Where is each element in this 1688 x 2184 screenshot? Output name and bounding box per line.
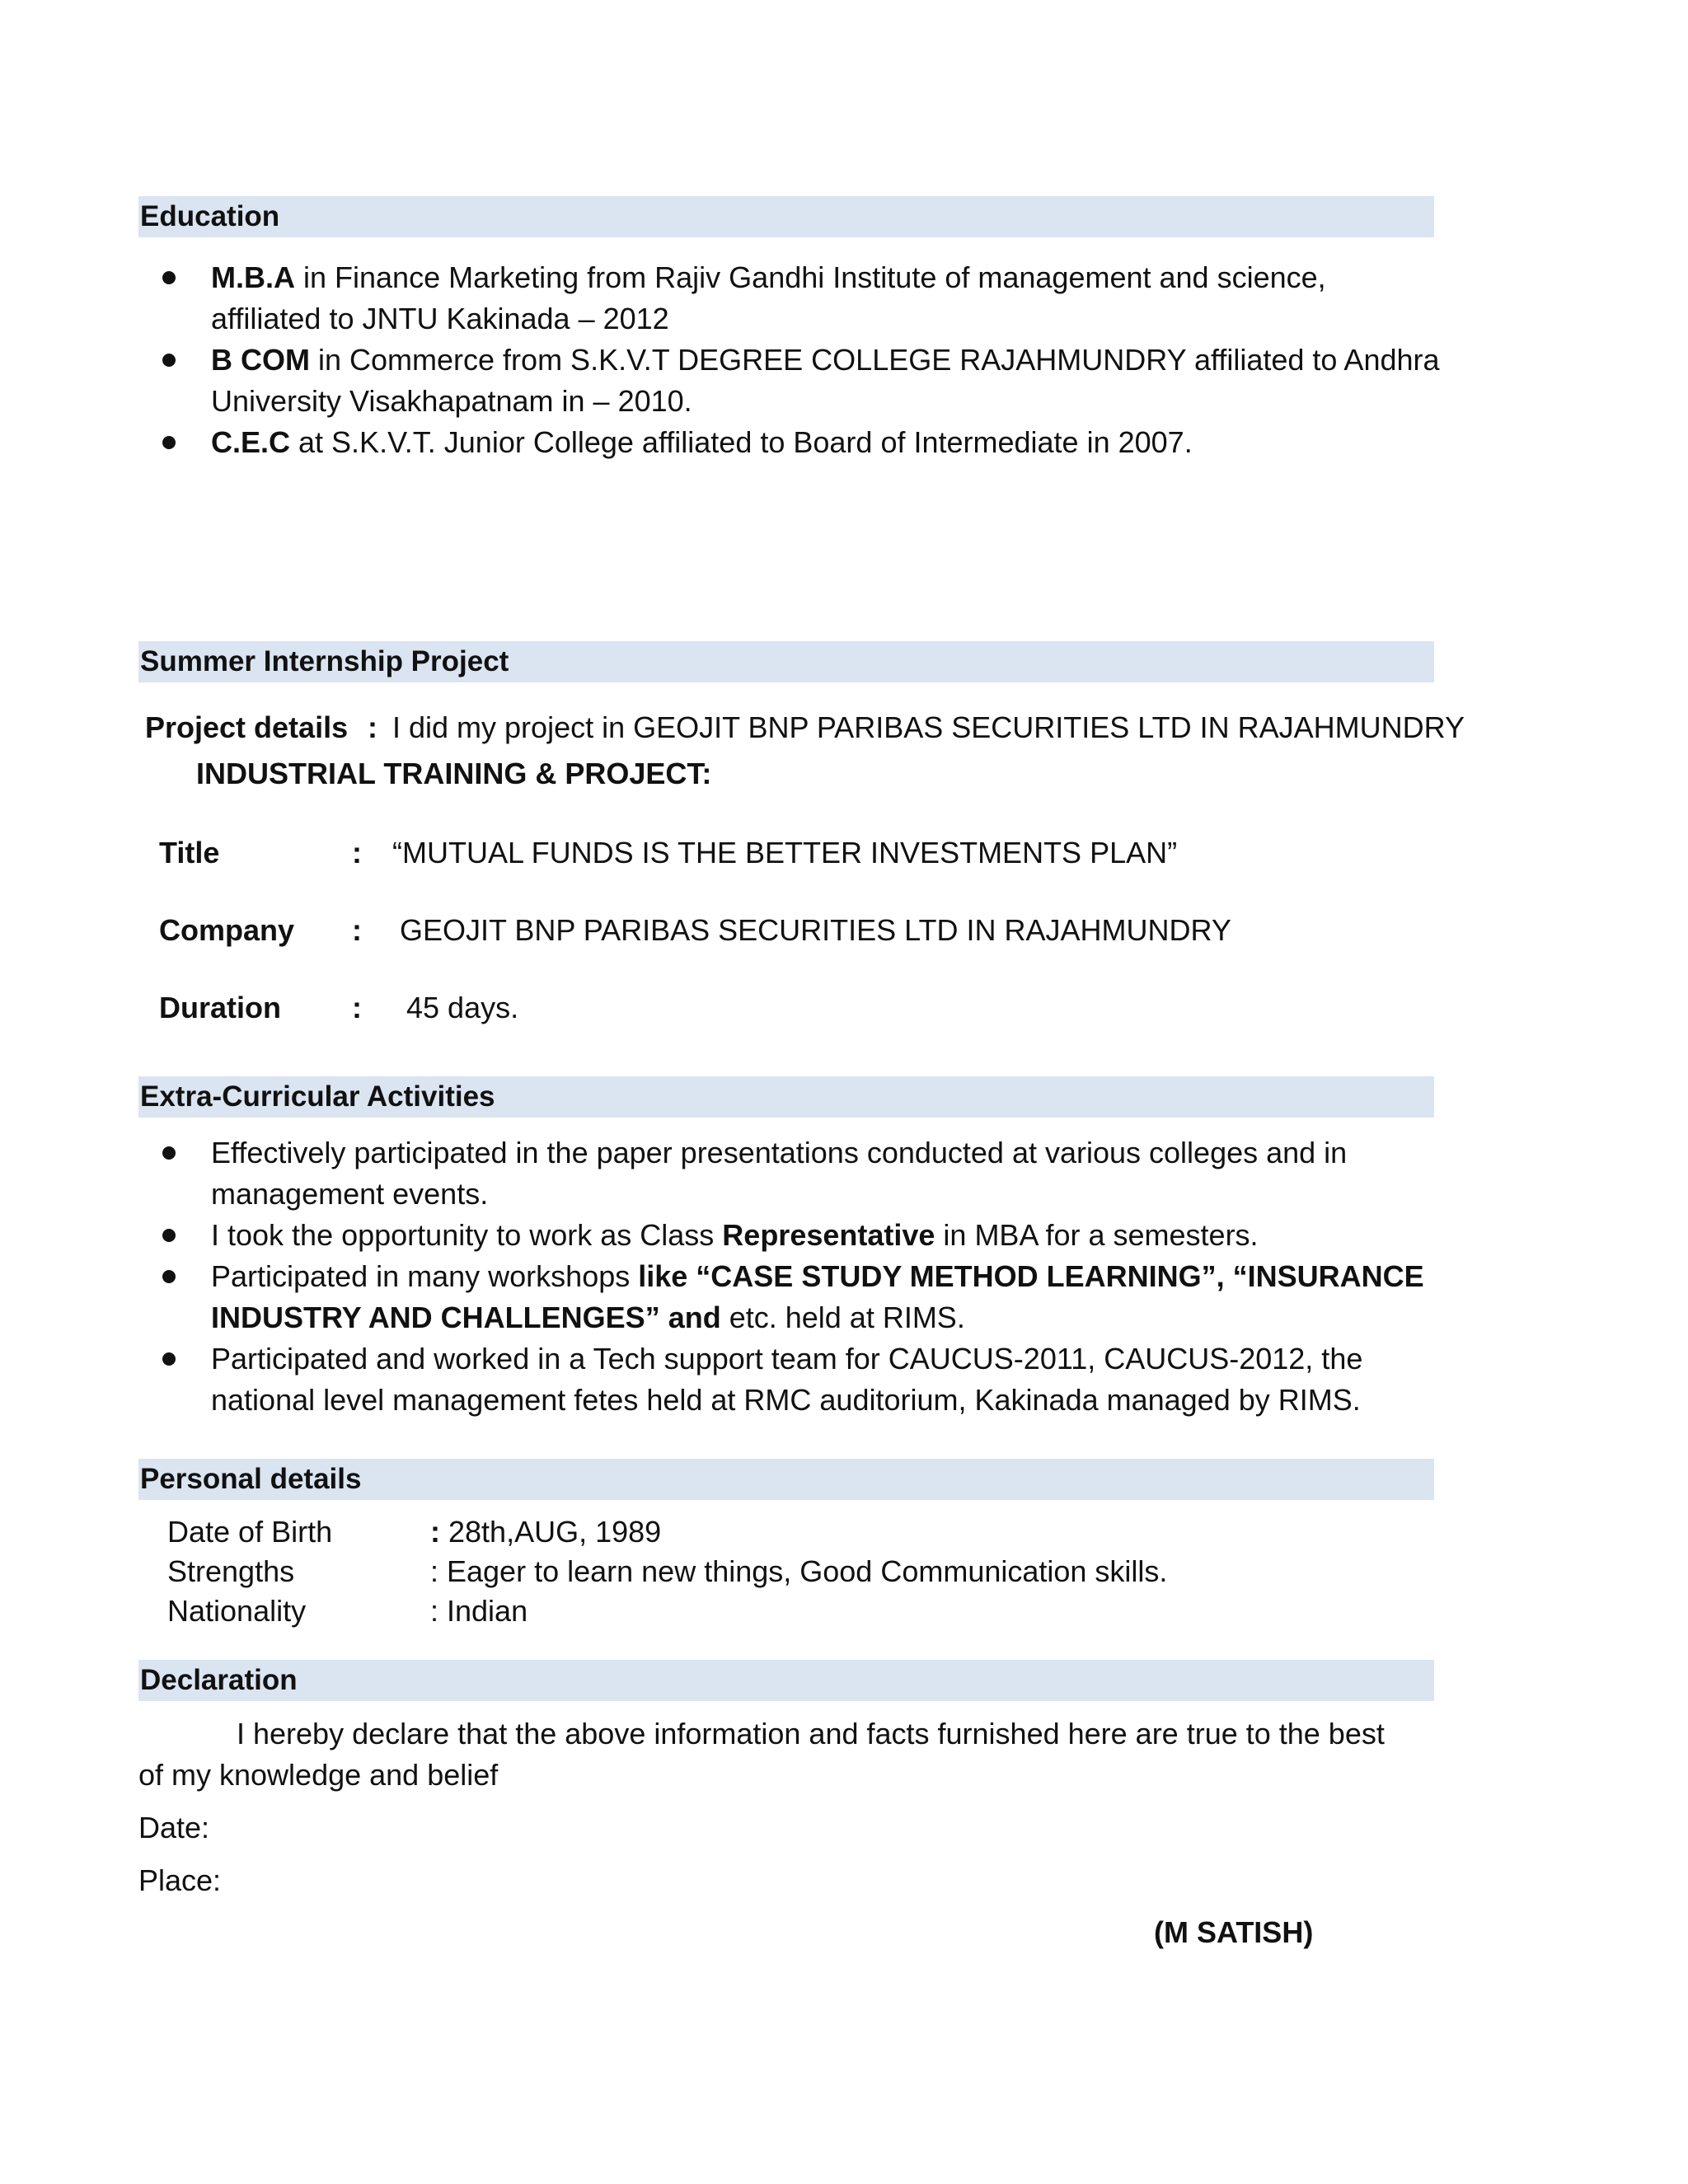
extra-item-4-cont: national level management fetes held at RMC auditorium, Kakinada managed by RIMS. [211, 1383, 1361, 1417]
nationality-value: : Indian [430, 1594, 528, 1628]
extra-item-2-bold: Representative [722, 1218, 935, 1252]
extra-item-2 [211, 1215, 1259, 1256]
extra-item-3 [211, 1256, 1424, 1297]
extra-curricular-heading: Extra-Curricular Activities [138, 1076, 1434, 1118]
education-item-2 [211, 340, 1440, 381]
dob-colon: : [430, 1515, 440, 1549]
education-degree: M.B.A [211, 260, 295, 294]
declaration-text-cont: of my knowledge and belief [138, 1758, 499, 1792]
strengths-label: Strengths [167, 1554, 295, 1588]
extra-item-2-text-end: in MBA for a semesters. [935, 1218, 1259, 1252]
title-colon: : [352, 836, 362, 869]
internship-heading: Summer Internship Project [138, 641, 1434, 682]
extra-item-1-cont: management events. [211, 1177, 489, 1211]
education-degree: B COM [211, 343, 310, 377]
declaration-text: I hereby declare that the above information and facts furnished here are true to the best [237, 1717, 1385, 1750]
duration-colon: : [352, 991, 362, 1024]
education-detail: in Commerce from S.K.V.T DEGREE COLLEGE RAJAHMUNDRY affiliated to Andhra [310, 343, 1440, 377]
company-label: Company [159, 913, 295, 947]
dob-label: Date of Birth [167, 1515, 333, 1549]
education-degree: C.E.C [211, 425, 291, 459]
training-title: INDUSTRIAL TRAINING & PROJECT: [196, 757, 712, 790]
strengths-value: : Eager to learn new things, Good Communication skills. [430, 1554, 1168, 1588]
dob-text: 28th,AUG, 1989 [440, 1515, 662, 1549]
education-item-1 [211, 257, 1326, 298]
signature-name: (M SATISH) [1154, 1915, 1314, 1949]
duration-value: 45 days. [406, 991, 519, 1024]
extra-item-3-text-end: etc. held at RIMS. [720, 1301, 965, 1334]
date-label: Date: [138, 1811, 210, 1844]
education-detail: at S.K.V.T. Junior College affiliated to Board of Intermediate in 2007. [290, 425, 1193, 459]
extra-item-3-text: Participated in many workshops [211, 1259, 639, 1293]
project-details-value: I did my project in GEOJIT BNP PARIBAS SECURITIES LTD IN RAJAHMUNDRY [392, 710, 1465, 744]
bullet-icon [162, 1229, 176, 1242]
nationality-label: Nationality [167, 1594, 307, 1628]
place-label: Place: [138, 1863, 222, 1897]
extra-item-4: Participated and worked in a Tech support team for CAUCUS-2011, CAUCUS-2012, the [211, 1342, 1363, 1376]
extra-item-3-cont [211, 1297, 965, 1338]
bullet-icon [162, 354, 176, 367]
title-value: “MUTUAL FUNDS IS THE BETTER INVESTMENTS PLAN” [392, 836, 1178, 869]
bullet-icon [162, 1352, 176, 1366]
education-item-1-cont: affiliated to JNTU Kakinada – 2012 [211, 302, 669, 335]
duration-label: Duration [159, 991, 281, 1024]
project-details-colon: : [368, 710, 377, 744]
bullet-icon [162, 271, 176, 284]
education-item-3 [211, 422, 1193, 463]
title-label: Title [159, 836, 220, 869]
extra-item-3-bold-cont: INDUSTRY AND CHALLENGES” and [211, 1301, 721, 1334]
education-detail: in Finance Marketing from Rajiv Gandhi Institute of management and science, [295, 260, 1326, 294]
company-value: GEOJIT BNP PARIBAS SECURITIES LTD IN RAJAHMUNDRY [400, 913, 1231, 947]
extra-item-2-text: I took the opportunity to work as Class [211, 1218, 723, 1252]
bullet-icon [162, 1146, 176, 1160]
education-heading: Education [138, 196, 1434, 237]
bullet-icon [162, 1270, 176, 1283]
dob-value [430, 1512, 661, 1552]
company-colon: : [352, 913, 362, 947]
personal-details-heading: Personal details [138, 1459, 1434, 1500]
extra-item-1: Effectively participated in the paper presentations conducted at various colleges and in [211, 1136, 1348, 1169]
project-details-label: Project details [145, 710, 349, 744]
extra-item-3-bold: like “CASE STUDY METHOD LEARNING”, “INSURANCE [638, 1259, 1424, 1293]
bullet-icon [162, 436, 176, 449]
education-item-2-cont: University Visakhapatnam in – 2010. [211, 384, 692, 418]
declaration-heading: Declaration [138, 1660, 1434, 1701]
